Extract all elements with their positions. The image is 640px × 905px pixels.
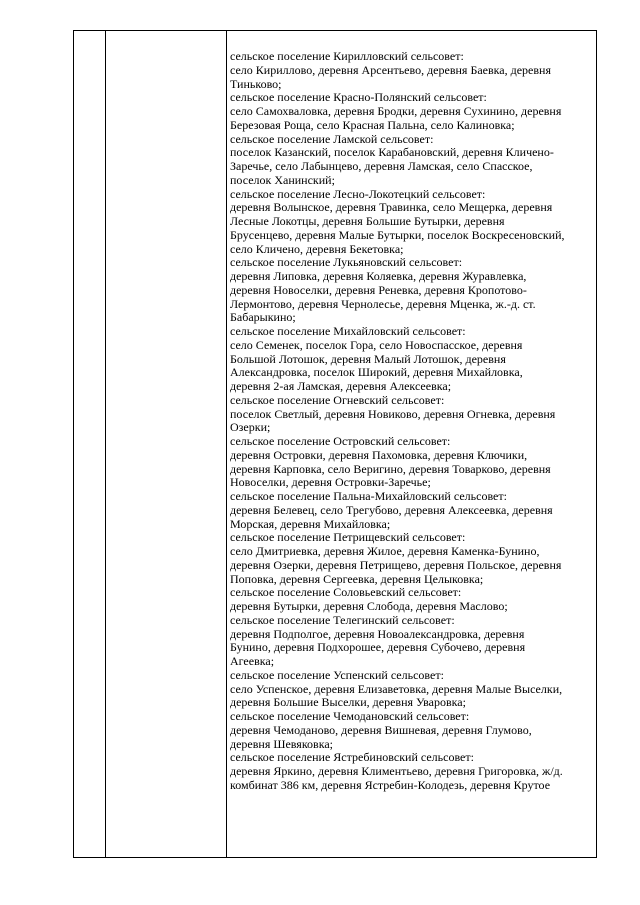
text-line: деревня Островки, деревня Пахомовка, деревня Ключики, — [230, 447, 528, 462]
text-line: деревня Яркино, деревня Климентьево, деревня Григоровка, ж/д. — [230, 764, 563, 778]
text-line: Агеевка; — [230, 654, 275, 668]
text-line: Брусенцево, деревня Малые Бутырки, поселок Воскресеновский, — [230, 227, 565, 242]
text-line: Лермонтово, деревня Чернолесье, деревня Мценка, ж.-д. ст. — [230, 296, 536, 311]
text-line: поселок Ханинский; — [230, 172, 335, 187]
text-line: сельское поселение Ламской сельсовет: — [230, 131, 434, 146]
text-line: деревня Белевец, село Трегубово, деревня Алексеевка, деревня — [230, 502, 553, 517]
text-line: Морская, деревня Михайловка; — [230, 516, 391, 531]
text-line: деревня Подполгое, деревня Новоалександровка, деревня — [230, 626, 525, 641]
text-line: сельское поселение Лукьяновский сельсовет: — [230, 255, 463, 270]
text-line: сельское поселение Успенский сельсовет: — [230, 667, 444, 682]
text-line: деревня Озерки, деревня Петрищево, деревня Польское, деревня — [230, 557, 562, 572]
text-line: Тиньково; — [230, 76, 282, 91]
text-line: село Кличено, деревня Бекетовка; — [230, 241, 404, 256]
text-line: Большой Лотошок, деревня Малый Лотошок, деревня — [230, 351, 506, 366]
text-line: сельское поселение Михайловский сельсовет: — [230, 324, 466, 338]
text-line: сельское поселение Петрищевский сельсовет: — [230, 530, 466, 545]
text-line: сельское поселение Кирилловский сельсовет: — [230, 49, 464, 63]
text-line: Бабарыкино; — [230, 310, 296, 325]
text-line: сельское поселение Соловьевский сельсовет: — [230, 585, 462, 600]
text-line: село Успенское, деревня Елизаветовка, деревня Малые Выселки, — [230, 681, 563, 696]
text-line: село Кириллово, деревня Арсентьево, деревня Баевка, деревня — [230, 62, 551, 77]
text-line: сельское поселение Чемодановский сельсовет: — [230, 709, 470, 723]
text-line: сельское поселение Островский сельсовет: — [230, 434, 451, 448]
text-line: сельское поселение Красно-Полянский сельсовет: — [230, 90, 487, 105]
table-cell-number — [74, 31, 106, 857]
text-line: Александровка, поселок Широкий, деревня Михайловка, — [230, 365, 523, 380]
text-line: деревня Бутырки, деревня Слобода, деревня Маслово; — [230, 599, 508, 613]
text-line: Бунино, деревня Подхорошее, деревня Субочево, деревня — [230, 640, 526, 655]
text-line: сельское поселение Огневский сельсовет: — [230, 392, 445, 407]
text-line: деревня Большие Выселки, деревня Уваровка; — [230, 695, 466, 710]
text-line: сельское поселение Ястребиновский сельсовет: — [230, 750, 474, 765]
text-line: село Самохваловка, деревня Бродки, деревня Сухинино, деревня — [230, 104, 562, 118]
text-line: деревня Волынское, деревня Травинка, село Мещерка, деревня — [230, 200, 553, 215]
text-line: Озерки; — [230, 420, 271, 435]
text-line: сельское поселение Пальна-Михайловский сельсовет: — [230, 489, 507, 503]
text-line: сельское поселение Телегинский сельсовет: — [230, 612, 455, 627]
text-line: село Дмитриевка, деревня Жилое, деревня Каменка-Бунино, — [230, 544, 540, 558]
text-line: Лесные Локотцы, деревня Большие Бутырки, деревня — [230, 214, 505, 228]
text-line: поселок Светлый, деревня Новиково, деревня Огневка, деревня — [230, 406, 556, 421]
text-line: село Семенек, поселок Гора, село Новоспасское, деревня — [230, 337, 523, 352]
text-line: деревня Липовка, деревня Коляевка, деревня Журавлевка, — [230, 269, 527, 283]
settlements-list — [230, 50, 594, 793]
text-line: деревня Новоселки, деревня Реневка, деревня Кропотово- — [230, 282, 527, 297]
text-line: Березовая Роща, село Красная Пальна, село Калиновка; — [230, 117, 515, 132]
text-line: Поповка, деревня Сергеевка, деревня Целыковка; — [230, 571, 484, 586]
text-line: комбинат 386 км, деревня Ястребин-Колодезь, деревня Крутое — [230, 777, 551, 792]
text-line: сельское поселение Лесно-Локотецкий сельсовет: — [230, 186, 486, 201]
text-line: деревня Шевяковка; — [230, 736, 334, 751]
text-line: Заречье, село Лабынцево, деревня Ламская, село Спасское, — [230, 159, 533, 173]
text-line: поселок Казанский, поселок Карабановский, деревня Кличено- — [230, 145, 554, 160]
text-line: деревня Чемоданово, деревня Вишневая, деревня Глумово, — [230, 722, 532, 737]
table-cell-name — [106, 31, 227, 857]
text-line: Новоселки, деревня Островки-Заречье; — [230, 475, 431, 490]
text-line: деревня Карповка, село Веригино, деревня Товарково, деревня — [230, 461, 551, 476]
text-line: деревня 2-ая Ламская, деревня Алексеевка; — [230, 379, 452, 393]
